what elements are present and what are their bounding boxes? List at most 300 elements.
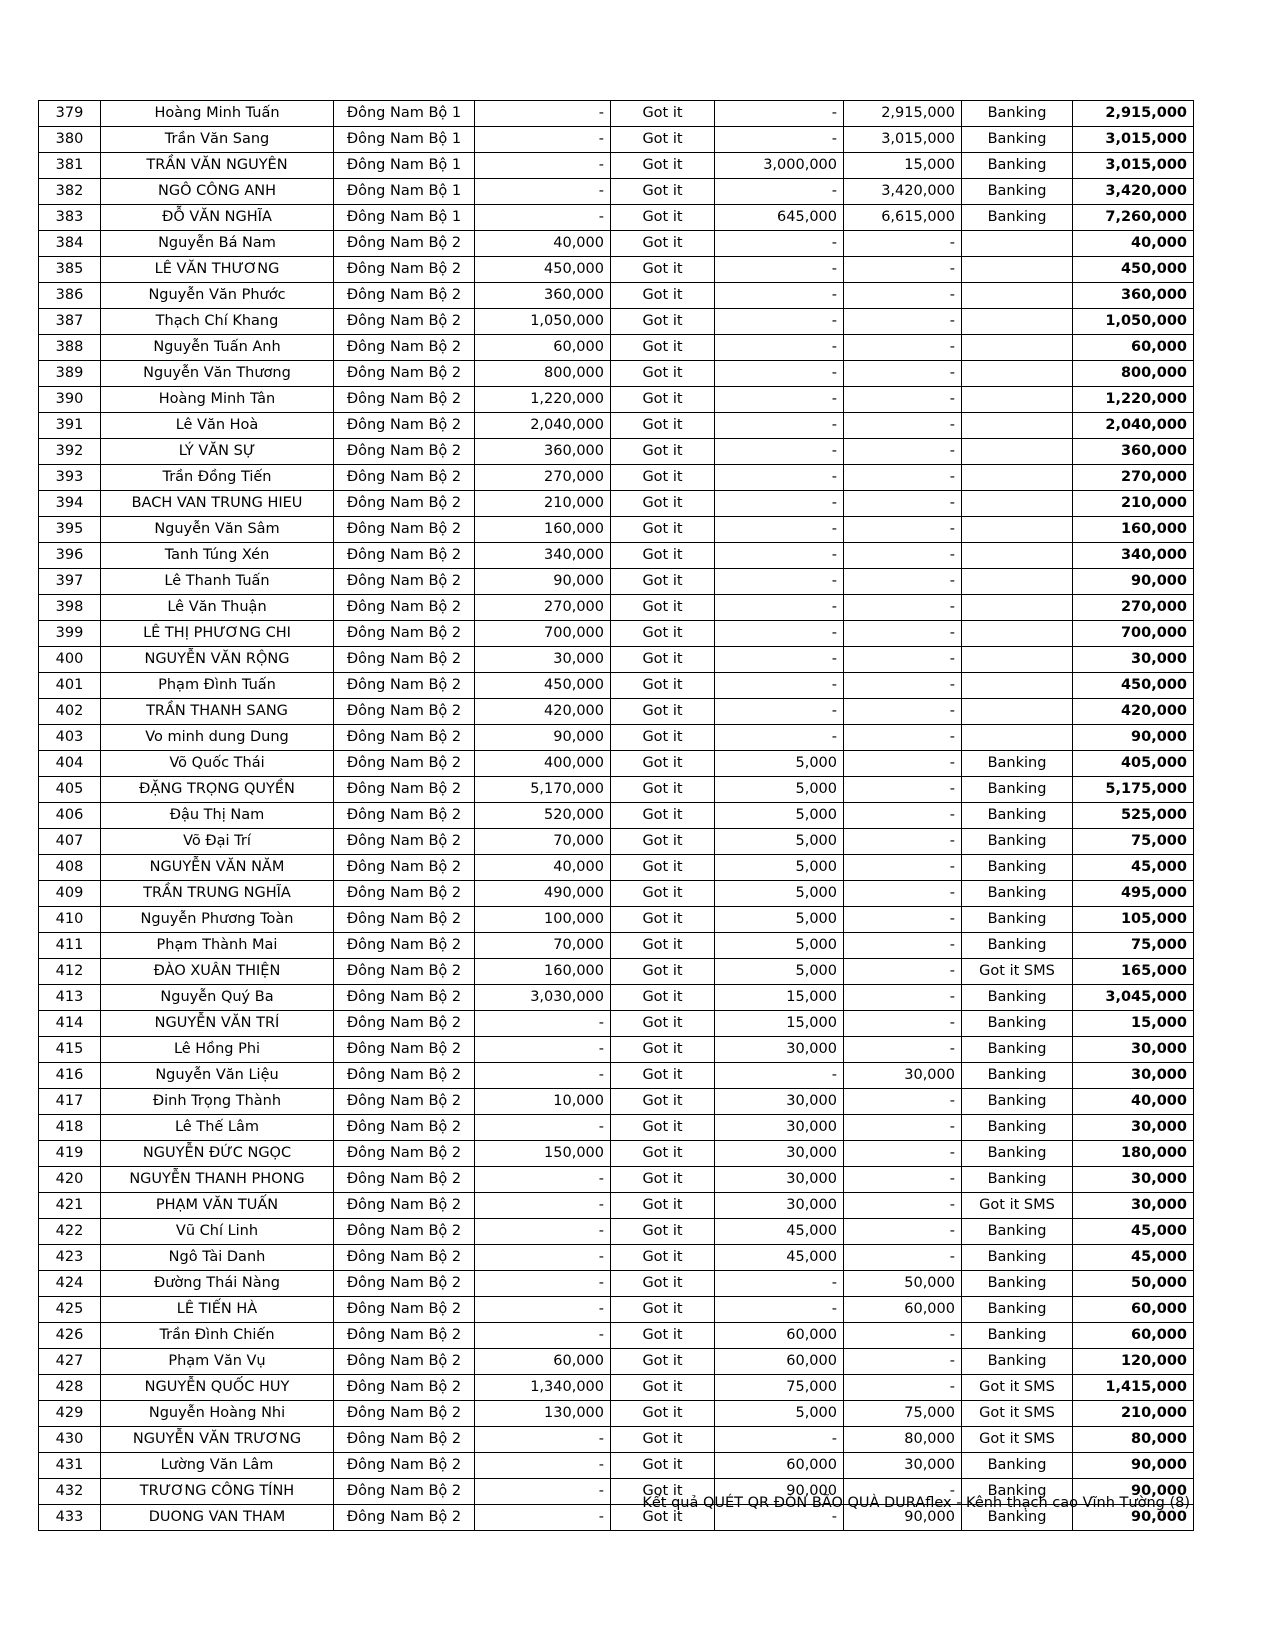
row-name: LÊ VĂN THƯƠNG xyxy=(101,257,334,283)
row-amount-2: - xyxy=(715,413,844,439)
row-amount-3: - xyxy=(844,881,962,907)
row-method: Banking xyxy=(962,907,1073,933)
row-region: Đông Nam Bộ 2 xyxy=(334,829,475,855)
row-index: 429 xyxy=(39,1401,101,1427)
row-status: Got it xyxy=(611,1089,715,1115)
table-row xyxy=(39,205,1194,231)
row-region: Đông Nam Bộ 2 xyxy=(334,517,475,543)
row-status: Got it xyxy=(611,959,715,985)
row-amount-1: - xyxy=(475,1479,611,1505)
row-amount-3: - xyxy=(844,933,962,959)
row-amount-2: - xyxy=(715,361,844,387)
row-index: 414 xyxy=(39,1011,101,1037)
row-total: 60,000 xyxy=(1073,1323,1194,1349)
row-method: Banking xyxy=(962,1115,1073,1141)
row-total: 495,000 xyxy=(1073,881,1194,907)
results-table xyxy=(38,100,1194,1531)
row-amount-1: 160,000 xyxy=(475,959,611,985)
row-index: 394 xyxy=(39,491,101,517)
row-name: TRẦN VĂN NGUYÊN xyxy=(101,153,334,179)
row-region: Đông Nam Bộ 2 xyxy=(334,309,475,335)
row-status: Got it xyxy=(611,1297,715,1323)
row-name: LÊ THỊ PHƯƠNG CHI xyxy=(101,621,334,647)
row-amount-1: 40,000 xyxy=(475,855,611,881)
row-region: Đông Nam Bộ 2 xyxy=(334,881,475,907)
row-name: Nguyễn Văn Liệu xyxy=(101,1063,334,1089)
row-amount-1: 130,000 xyxy=(475,1401,611,1427)
row-amount-3: - xyxy=(844,621,962,647)
row-status: Got it xyxy=(611,1141,715,1167)
table-row xyxy=(39,803,1194,829)
row-amount-3: 90,000 xyxy=(844,1505,962,1531)
row-status: Got it xyxy=(611,1401,715,1427)
row-total: 405,000 xyxy=(1073,751,1194,777)
row-amount-3: - xyxy=(844,569,962,595)
row-amount-1: 700,000 xyxy=(475,621,611,647)
row-amount-1: 3,030,000 xyxy=(475,985,611,1011)
row-index: 383 xyxy=(39,205,101,231)
row-amount-2: - xyxy=(715,465,844,491)
row-name: Nguyễn Tuấn Anh xyxy=(101,335,334,361)
row-name: Lê Hồng Phi xyxy=(101,1037,334,1063)
row-amount-1: - xyxy=(475,127,611,153)
row-name: LÊ TIẾN HÀ xyxy=(101,1297,334,1323)
row-amount-3: 3,420,000 xyxy=(844,179,962,205)
row-index: 425 xyxy=(39,1297,101,1323)
row-region: Đông Nam Bộ 2 xyxy=(334,1141,475,1167)
row-amount-3: - xyxy=(844,777,962,803)
table-row xyxy=(39,413,1194,439)
row-total: 90,000 xyxy=(1073,569,1194,595)
row-method: Banking xyxy=(962,153,1073,179)
row-name: Lê Thế Lâm xyxy=(101,1115,334,1141)
row-amount-3: - xyxy=(844,1349,962,1375)
row-status: Got it xyxy=(611,1219,715,1245)
row-name: NGUYỄN VĂN TRƯƠNG xyxy=(101,1427,334,1453)
row-name: ĐÀO XUÂN THIỆN xyxy=(101,959,334,985)
row-region: Đông Nam Bộ 2 xyxy=(334,751,475,777)
row-region: Đông Nam Bộ 2 xyxy=(334,1375,475,1401)
row-total: 1,220,000 xyxy=(1073,387,1194,413)
row-status: Got it xyxy=(611,1193,715,1219)
row-name: Lê Văn Hoà xyxy=(101,413,334,439)
row-amount-1: 2,040,000 xyxy=(475,413,611,439)
row-index: 431 xyxy=(39,1453,101,1479)
row-amount-3: - xyxy=(844,1167,962,1193)
row-method: Banking xyxy=(962,985,1073,1011)
row-status: Got it xyxy=(611,127,715,153)
row-method xyxy=(962,647,1073,673)
row-amount-1: 100,000 xyxy=(475,907,611,933)
row-status: Got it xyxy=(611,1349,715,1375)
row-total: 45,000 xyxy=(1073,1219,1194,1245)
row-index: 412 xyxy=(39,959,101,985)
row-status: Got it xyxy=(611,1167,715,1193)
row-index: 409 xyxy=(39,881,101,907)
row-amount-2: - xyxy=(715,127,844,153)
row-amount-2: - xyxy=(715,595,844,621)
row-amount-2: 30,000 xyxy=(715,1089,844,1115)
row-amount-3: - xyxy=(844,283,962,309)
row-status: Got it xyxy=(611,543,715,569)
row-name: NGÔ CÔNG ANH xyxy=(101,179,334,205)
table-row xyxy=(39,101,1194,127)
row-method xyxy=(962,257,1073,283)
row-name: NGUYỄN VĂN TRÍ xyxy=(101,1011,334,1037)
row-region: Đông Nam Bộ 2 xyxy=(334,413,475,439)
row-region: Đông Nam Bộ 2 xyxy=(334,1453,475,1479)
row-status: Got it xyxy=(611,699,715,725)
row-region: Đông Nam Bộ 1 xyxy=(334,153,475,179)
row-amount-3: - xyxy=(844,231,962,257)
row-method: Got it SMS xyxy=(962,1375,1073,1401)
row-amount-3: 6,615,000 xyxy=(844,205,962,231)
row-region: Đông Nam Bộ 2 xyxy=(334,543,475,569)
row-method xyxy=(962,309,1073,335)
row-name: Vũ Chí Linh xyxy=(101,1219,334,1245)
row-amount-2: 30,000 xyxy=(715,1115,844,1141)
row-region: Đông Nam Bộ 2 xyxy=(334,1401,475,1427)
table-row xyxy=(39,1245,1194,1271)
row-region: Đông Nam Bộ 2 xyxy=(334,907,475,933)
row-amount-3: 2,915,000 xyxy=(844,101,962,127)
row-amount-2: 5,000 xyxy=(715,803,844,829)
row-index: 417 xyxy=(39,1089,101,1115)
row-amount-1: - xyxy=(475,1193,611,1219)
row-region: Đông Nam Bộ 2 xyxy=(334,699,475,725)
row-region: Đông Nam Bộ 2 xyxy=(334,569,475,595)
row-region: Đông Nam Bộ 1 xyxy=(334,127,475,153)
row-method: Banking xyxy=(962,751,1073,777)
row-method: Got it SMS xyxy=(962,1401,1073,1427)
row-name: Đinh Trọng Thành xyxy=(101,1089,334,1115)
row-amount-1: 90,000 xyxy=(475,569,611,595)
row-region: Đông Nam Bộ 2 xyxy=(334,1167,475,1193)
row-amount-1: - xyxy=(475,1037,611,1063)
row-method xyxy=(962,725,1073,751)
row-name: Hoàng Minh Tân xyxy=(101,387,334,413)
row-region: Đông Nam Bộ 2 xyxy=(334,725,475,751)
row-name: Võ Quốc Thái xyxy=(101,751,334,777)
row-index: 405 xyxy=(39,777,101,803)
row-total: 360,000 xyxy=(1073,283,1194,309)
table-row xyxy=(39,361,1194,387)
table-row xyxy=(39,1115,1194,1141)
row-method xyxy=(962,517,1073,543)
table-row xyxy=(39,1063,1194,1089)
row-total: 30,000 xyxy=(1073,1167,1194,1193)
table-row xyxy=(39,595,1194,621)
row-name: NGUYỄN QUỐC HUY xyxy=(101,1375,334,1401)
row-status: Got it xyxy=(611,1375,715,1401)
row-index: 413 xyxy=(39,985,101,1011)
row-method: Banking xyxy=(962,101,1073,127)
row-region: Đông Nam Bộ 2 xyxy=(334,647,475,673)
row-amount-2: 30,000 xyxy=(715,1141,844,1167)
row-amount-3: - xyxy=(844,439,962,465)
row-amount-1: - xyxy=(475,1323,611,1349)
row-amount-1: 5,170,000 xyxy=(475,777,611,803)
row-status: Got it xyxy=(611,673,715,699)
row-amount-3: - xyxy=(844,1193,962,1219)
row-amount-3: - xyxy=(844,907,962,933)
row-total: 90,000 xyxy=(1073,1479,1194,1505)
row-method: Got it SMS xyxy=(962,1193,1073,1219)
row-name: Lê Văn Thuận xyxy=(101,595,334,621)
table-row xyxy=(39,1011,1194,1037)
row-amount-3: - xyxy=(844,1245,962,1271)
row-amount-1: 490,000 xyxy=(475,881,611,907)
row-method xyxy=(962,231,1073,257)
row-name: LÝ VĂN SỰ xyxy=(101,439,334,465)
row-method: Banking xyxy=(962,1505,1073,1531)
row-amount-2: 45,000 xyxy=(715,1245,844,1271)
row-region: Đông Nam Bộ 2 xyxy=(334,439,475,465)
row-total: 420,000 xyxy=(1073,699,1194,725)
table-row xyxy=(39,881,1194,907)
row-method: Banking xyxy=(962,1349,1073,1375)
row-name: Đường Thái Nàng xyxy=(101,1271,334,1297)
row-region: Đông Nam Bộ 2 xyxy=(334,1349,475,1375)
row-amount-3: - xyxy=(844,647,962,673)
row-amount-3: - xyxy=(844,335,962,361)
table-row xyxy=(39,387,1194,413)
row-region: Đông Nam Bộ 2 xyxy=(334,283,475,309)
row-total: 30,000 xyxy=(1073,647,1194,673)
row-region: Đông Nam Bộ 2 xyxy=(334,1427,475,1453)
row-index: 410 xyxy=(39,907,101,933)
row-region: Đông Nam Bộ 2 xyxy=(334,1479,475,1505)
row-total: 1,415,000 xyxy=(1073,1375,1194,1401)
row-status: Got it xyxy=(611,855,715,881)
row-amount-1: 70,000 xyxy=(475,933,611,959)
table-row xyxy=(39,179,1194,205)
row-amount-1: 800,000 xyxy=(475,361,611,387)
row-total: 3,015,000 xyxy=(1073,153,1194,179)
row-total: 3,045,000 xyxy=(1073,985,1194,1011)
row-total: 50,000 xyxy=(1073,1271,1194,1297)
row-name: Thạch Chí Khang xyxy=(101,309,334,335)
row-amount-2: - xyxy=(715,1505,844,1531)
row-total: 60,000 xyxy=(1073,335,1194,361)
row-method xyxy=(962,491,1073,517)
row-amount-1: - xyxy=(475,1271,611,1297)
row-amount-2: - xyxy=(715,673,844,699)
row-index: 420 xyxy=(39,1167,101,1193)
row-name: ĐẶNG TRỌNG QUYỀN xyxy=(101,777,334,803)
row-status: Got it xyxy=(611,1245,715,1271)
row-method xyxy=(962,543,1073,569)
table-row xyxy=(39,127,1194,153)
table-row xyxy=(39,855,1194,881)
row-region: Đông Nam Bộ 1 xyxy=(334,179,475,205)
row-method: Banking xyxy=(962,803,1073,829)
row-amount-2: 5,000 xyxy=(715,829,844,855)
row-status: Got it xyxy=(611,829,715,855)
row-amount-2: - xyxy=(715,647,844,673)
row-amount-3: - xyxy=(844,829,962,855)
row-name: Nguyễn Văn Phước xyxy=(101,283,334,309)
row-amount-1: 160,000 xyxy=(475,517,611,543)
row-amount-2: - xyxy=(715,257,844,283)
row-index: 422 xyxy=(39,1219,101,1245)
row-amount-3: - xyxy=(844,1375,962,1401)
row-amount-3: - xyxy=(844,465,962,491)
row-status: Got it xyxy=(611,153,715,179)
row-amount-2: - xyxy=(715,543,844,569)
row-amount-3: - xyxy=(844,751,962,777)
row-index: 390 xyxy=(39,387,101,413)
row-amount-1: - xyxy=(475,179,611,205)
row-status: Got it xyxy=(611,1323,715,1349)
row-amount-2: 75,000 xyxy=(715,1375,844,1401)
row-index: 408 xyxy=(39,855,101,881)
row-method: Banking xyxy=(962,855,1073,881)
row-index: 402 xyxy=(39,699,101,725)
row-region: Đông Nam Bộ 2 xyxy=(334,361,475,387)
row-index: 423 xyxy=(39,1245,101,1271)
table-row xyxy=(39,1167,1194,1193)
row-name: Nguyễn Văn Thương xyxy=(101,361,334,387)
row-amount-3: - xyxy=(844,1011,962,1037)
row-total: 360,000 xyxy=(1073,439,1194,465)
table-row xyxy=(39,335,1194,361)
row-index: 386 xyxy=(39,283,101,309)
row-name: Lường Văn Lâm xyxy=(101,1453,334,1479)
row-method: Banking xyxy=(962,1245,1073,1271)
row-method: Banking xyxy=(962,1011,1073,1037)
row-amount-2: 60,000 xyxy=(715,1323,844,1349)
row-method: Banking xyxy=(962,1453,1073,1479)
table-row xyxy=(39,751,1194,777)
row-amount-1: 90,000 xyxy=(475,725,611,751)
row-amount-3: - xyxy=(844,595,962,621)
row-amount-3: - xyxy=(844,959,962,985)
row-name: Phạm Văn Vụ xyxy=(101,1349,334,1375)
row-region: Đông Nam Bộ 2 xyxy=(334,257,475,283)
row-status: Got it xyxy=(611,413,715,439)
row-total: 105,000 xyxy=(1073,907,1194,933)
row-amount-2: 5,000 xyxy=(715,751,844,777)
table-row xyxy=(39,1141,1194,1167)
row-amount-2: 3,000,000 xyxy=(715,153,844,179)
row-method xyxy=(962,673,1073,699)
row-amount-1: - xyxy=(475,101,611,127)
row-index: 427 xyxy=(39,1349,101,1375)
row-amount-1: - xyxy=(475,1167,611,1193)
row-index: 393 xyxy=(39,465,101,491)
row-amount-3: - xyxy=(844,517,962,543)
row-total: 90,000 xyxy=(1073,1453,1194,1479)
row-amount-2: - xyxy=(715,569,844,595)
row-index: 381 xyxy=(39,153,101,179)
row-amount-1: 450,000 xyxy=(475,673,611,699)
row-index: 392 xyxy=(39,439,101,465)
row-region: Đông Nam Bộ 2 xyxy=(334,1505,475,1531)
row-total: 75,000 xyxy=(1073,933,1194,959)
row-method: Banking xyxy=(962,205,1073,231)
row-status: Got it xyxy=(611,283,715,309)
row-amount-1: 520,000 xyxy=(475,803,611,829)
row-region: Đông Nam Bộ 2 xyxy=(334,621,475,647)
row-name: TRẦN TRUNG NGHĨA xyxy=(101,881,334,907)
row-name: Hoàng Minh Tuấn xyxy=(101,101,334,127)
row-amount-1: - xyxy=(475,1427,611,1453)
row-amount-1: - xyxy=(475,1063,611,1089)
row-total: 120,000 xyxy=(1073,1349,1194,1375)
row-total: 45,000 xyxy=(1073,1245,1194,1271)
row-amount-3: - xyxy=(844,803,962,829)
row-name: Võ Đại Trí xyxy=(101,829,334,855)
row-amount-2: - xyxy=(715,517,844,543)
row-amount-1: 360,000 xyxy=(475,439,611,465)
row-total: 15,000 xyxy=(1073,1011,1194,1037)
row-amount-3: 80,000 xyxy=(844,1427,962,1453)
row-amount-3: - xyxy=(844,1037,962,1063)
row-method: Got it SMS xyxy=(962,1427,1073,1453)
row-status: Got it xyxy=(611,361,715,387)
row-name: Nguyễn Hoàng Nhi xyxy=(101,1401,334,1427)
row-amount-3: 30,000 xyxy=(844,1453,962,1479)
table-row xyxy=(39,933,1194,959)
row-status: Got it xyxy=(611,751,715,777)
row-total: 45,000 xyxy=(1073,855,1194,881)
table-row xyxy=(39,829,1194,855)
table-row xyxy=(39,231,1194,257)
table-row xyxy=(39,569,1194,595)
row-index: 388 xyxy=(39,335,101,361)
row-amount-3: - xyxy=(844,725,962,751)
table-row xyxy=(39,153,1194,179)
results-table-container xyxy=(38,100,1193,1531)
table-row xyxy=(39,1349,1194,1375)
row-index: 432 xyxy=(39,1479,101,1505)
row-amount-3: 3,015,000 xyxy=(844,127,962,153)
row-index: 406 xyxy=(39,803,101,829)
row-amount-1: 400,000 xyxy=(475,751,611,777)
row-name: Lê Thanh Tuấn xyxy=(101,569,334,595)
table-row xyxy=(39,517,1194,543)
row-amount-1: 420,000 xyxy=(475,699,611,725)
row-method: Banking xyxy=(962,1297,1073,1323)
row-index: 411 xyxy=(39,933,101,959)
row-index: 403 xyxy=(39,725,101,751)
row-amount-2: 5,000 xyxy=(715,933,844,959)
row-total: 40,000 xyxy=(1073,231,1194,257)
row-total: 80,000 xyxy=(1073,1427,1194,1453)
row-total: 210,000 xyxy=(1073,491,1194,517)
table-row xyxy=(39,439,1194,465)
row-total: 1,050,000 xyxy=(1073,309,1194,335)
row-total: 30,000 xyxy=(1073,1193,1194,1219)
row-status: Got it xyxy=(611,491,715,517)
row-method: Got it SMS xyxy=(962,959,1073,985)
row-amount-2: 5,000 xyxy=(715,777,844,803)
row-status: Got it xyxy=(611,621,715,647)
table-row xyxy=(39,1401,1194,1427)
row-amount-2: 30,000 xyxy=(715,1193,844,1219)
row-amount-2: 60,000 xyxy=(715,1349,844,1375)
row-index: 426 xyxy=(39,1323,101,1349)
row-amount-3: - xyxy=(844,1115,962,1141)
row-amount-3: - xyxy=(844,855,962,881)
row-name: Phạm Thành Mai xyxy=(101,933,334,959)
row-name: Nguyễn Phương Toàn xyxy=(101,907,334,933)
row-amount-3: - xyxy=(844,413,962,439)
row-index: 400 xyxy=(39,647,101,673)
row-name: Nguyễn Văn Sâm xyxy=(101,517,334,543)
row-method: Banking xyxy=(962,1089,1073,1115)
